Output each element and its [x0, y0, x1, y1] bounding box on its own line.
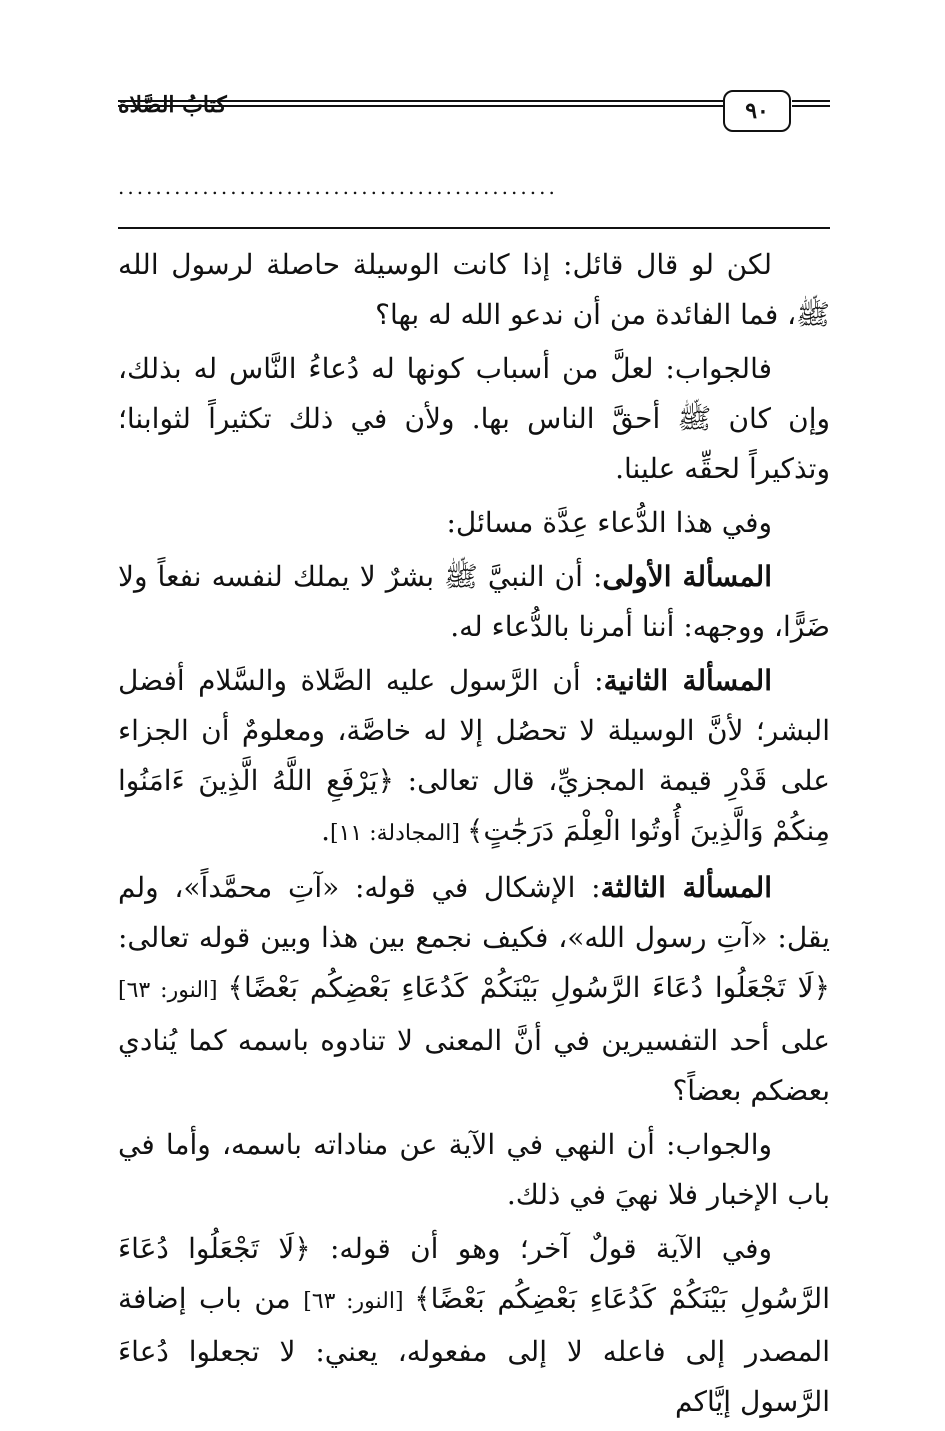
divider-line	[118, 227, 830, 229]
paragraph	[118, 1224, 830, 1427]
verse-reference: [النور: ٦٣]	[118, 978, 228, 1003]
verse-reference: [المجادلة: ١١]	[330, 821, 467, 846]
paragraph-text: .	[321, 814, 330, 847]
paragraph-text: : أن الرَّسول عليه الصَّلاة والسَّلام أفضل البشر؛ لأنَّ الوسيلة لا تحصُل إلا له خاصَّة، ومعلومٌ أن الجزاء على قَدْرِ قيمة المجزيِّ، قال تعالى:	[118, 664, 830, 797]
paragraph	[118, 552, 830, 652]
paragraph	[118, 240, 830, 340]
header-rule	[792, 100, 830, 102]
issue-heading: المسألة الثالثة	[600, 871, 772, 904]
paragraph-text: وفي هذا الدُّعاء عِدَّة مسائل:	[446, 506, 772, 539]
paragraph-text: لكن لو قال قائل: إذا كانت الوسيلة حاصلة لرسول الله ﷺ، فما الفائدة من أن ندعو الله له بها؟	[118, 248, 830, 331]
issue-heading: المسألة الأولى	[602, 560, 772, 593]
paragraph	[118, 1120, 830, 1220]
paragraph-text: وفي الآية قولٌ آخر؛ وهو أن قوله:	[310, 1232, 773, 1265]
paragraph	[118, 344, 830, 494]
paragraph-text: على أحد التفسيرين في أنَّ المعنى لا تنادوه باسمه كما يُنادي بعضكم بعضاً؟	[118, 1024, 830, 1107]
verse-reference: [النور: ٦٣]	[303, 1289, 415, 1314]
quran-verse: ﴿لَا تَجْعَلُوا دُعَاءَ الرَّسُولِ بَيْنَكُمْ كَدُعَاءِ بَعْضِكُم بَعْضًا﴾	[118, 1232, 830, 1315]
header-rule	[792, 105, 830, 107]
paragraph-text: : الإشكال في قوله: «آتِ محمَّداً»، ولم يقل: «آتِ رسول الله»، فكيف نجمع بين هذا وبين قوله تعالى:	[118, 871, 830, 954]
paragraph	[118, 656, 830, 859]
page-header	[118, 90, 830, 140]
quran-verse: ﴿يَرْفَعِ اللَّهُ الَّذِينَ ءَامَنُوا مِنكُمْ وَالَّذِينَ أُوتُوا الْعِلْمَ دَرَجَٰتٍ﴾	[118, 764, 830, 847]
paragraph-text: والجواب: أن النهي في الآية عن مناداته باسمه، وأما في باب الإخبار فلا نهيَ في ذلك.	[118, 1128, 830, 1211]
paragraph-text: من باب إضافة المصدر إلى فاعله لا إلى مفعوله، يعني: لا تجعلوا دُعاءَ الرَّسول إيَّاكم	[118, 1282, 830, 1418]
paragraph	[118, 863, 830, 1116]
issue-heading: المسألة الثانية	[603, 664, 772, 697]
main-text	[118, 240, 830, 1431]
page-number: ٩٠	[723, 90, 791, 132]
paragraph-text: فالجواب: لعلَّ من أسباب كونها له دُعاءُ النَّاس له بذلك، وإن كان ﷺ أحقَّ الناس بها. ولأن في ذلك تكثيراً لثوابنا؛ وتذكيراً لحقِّه علينا.	[118, 352, 830, 485]
dotted-separator: ...............................................	[118, 175, 558, 199]
book-title: كتابُ الصَّلاة	[118, 92, 227, 118]
paragraph-text: : أن النبيَّ ﷺ بشرٌ لا يملك لنفسه نفعاً ولا ضَرًّا، ووجهه: أننا أمرنا بالدُّعاء له.	[118, 560, 830, 643]
paragraph	[118, 498, 830, 548]
quran-verse: ﴿لَا تَجْعَلُوا دُعَاءَ الرَّسُولِ بَيْنَكُمْ كَدُعَاءِ بَعْضِكُم بَعْضًا﴾	[227, 971, 830, 1004]
